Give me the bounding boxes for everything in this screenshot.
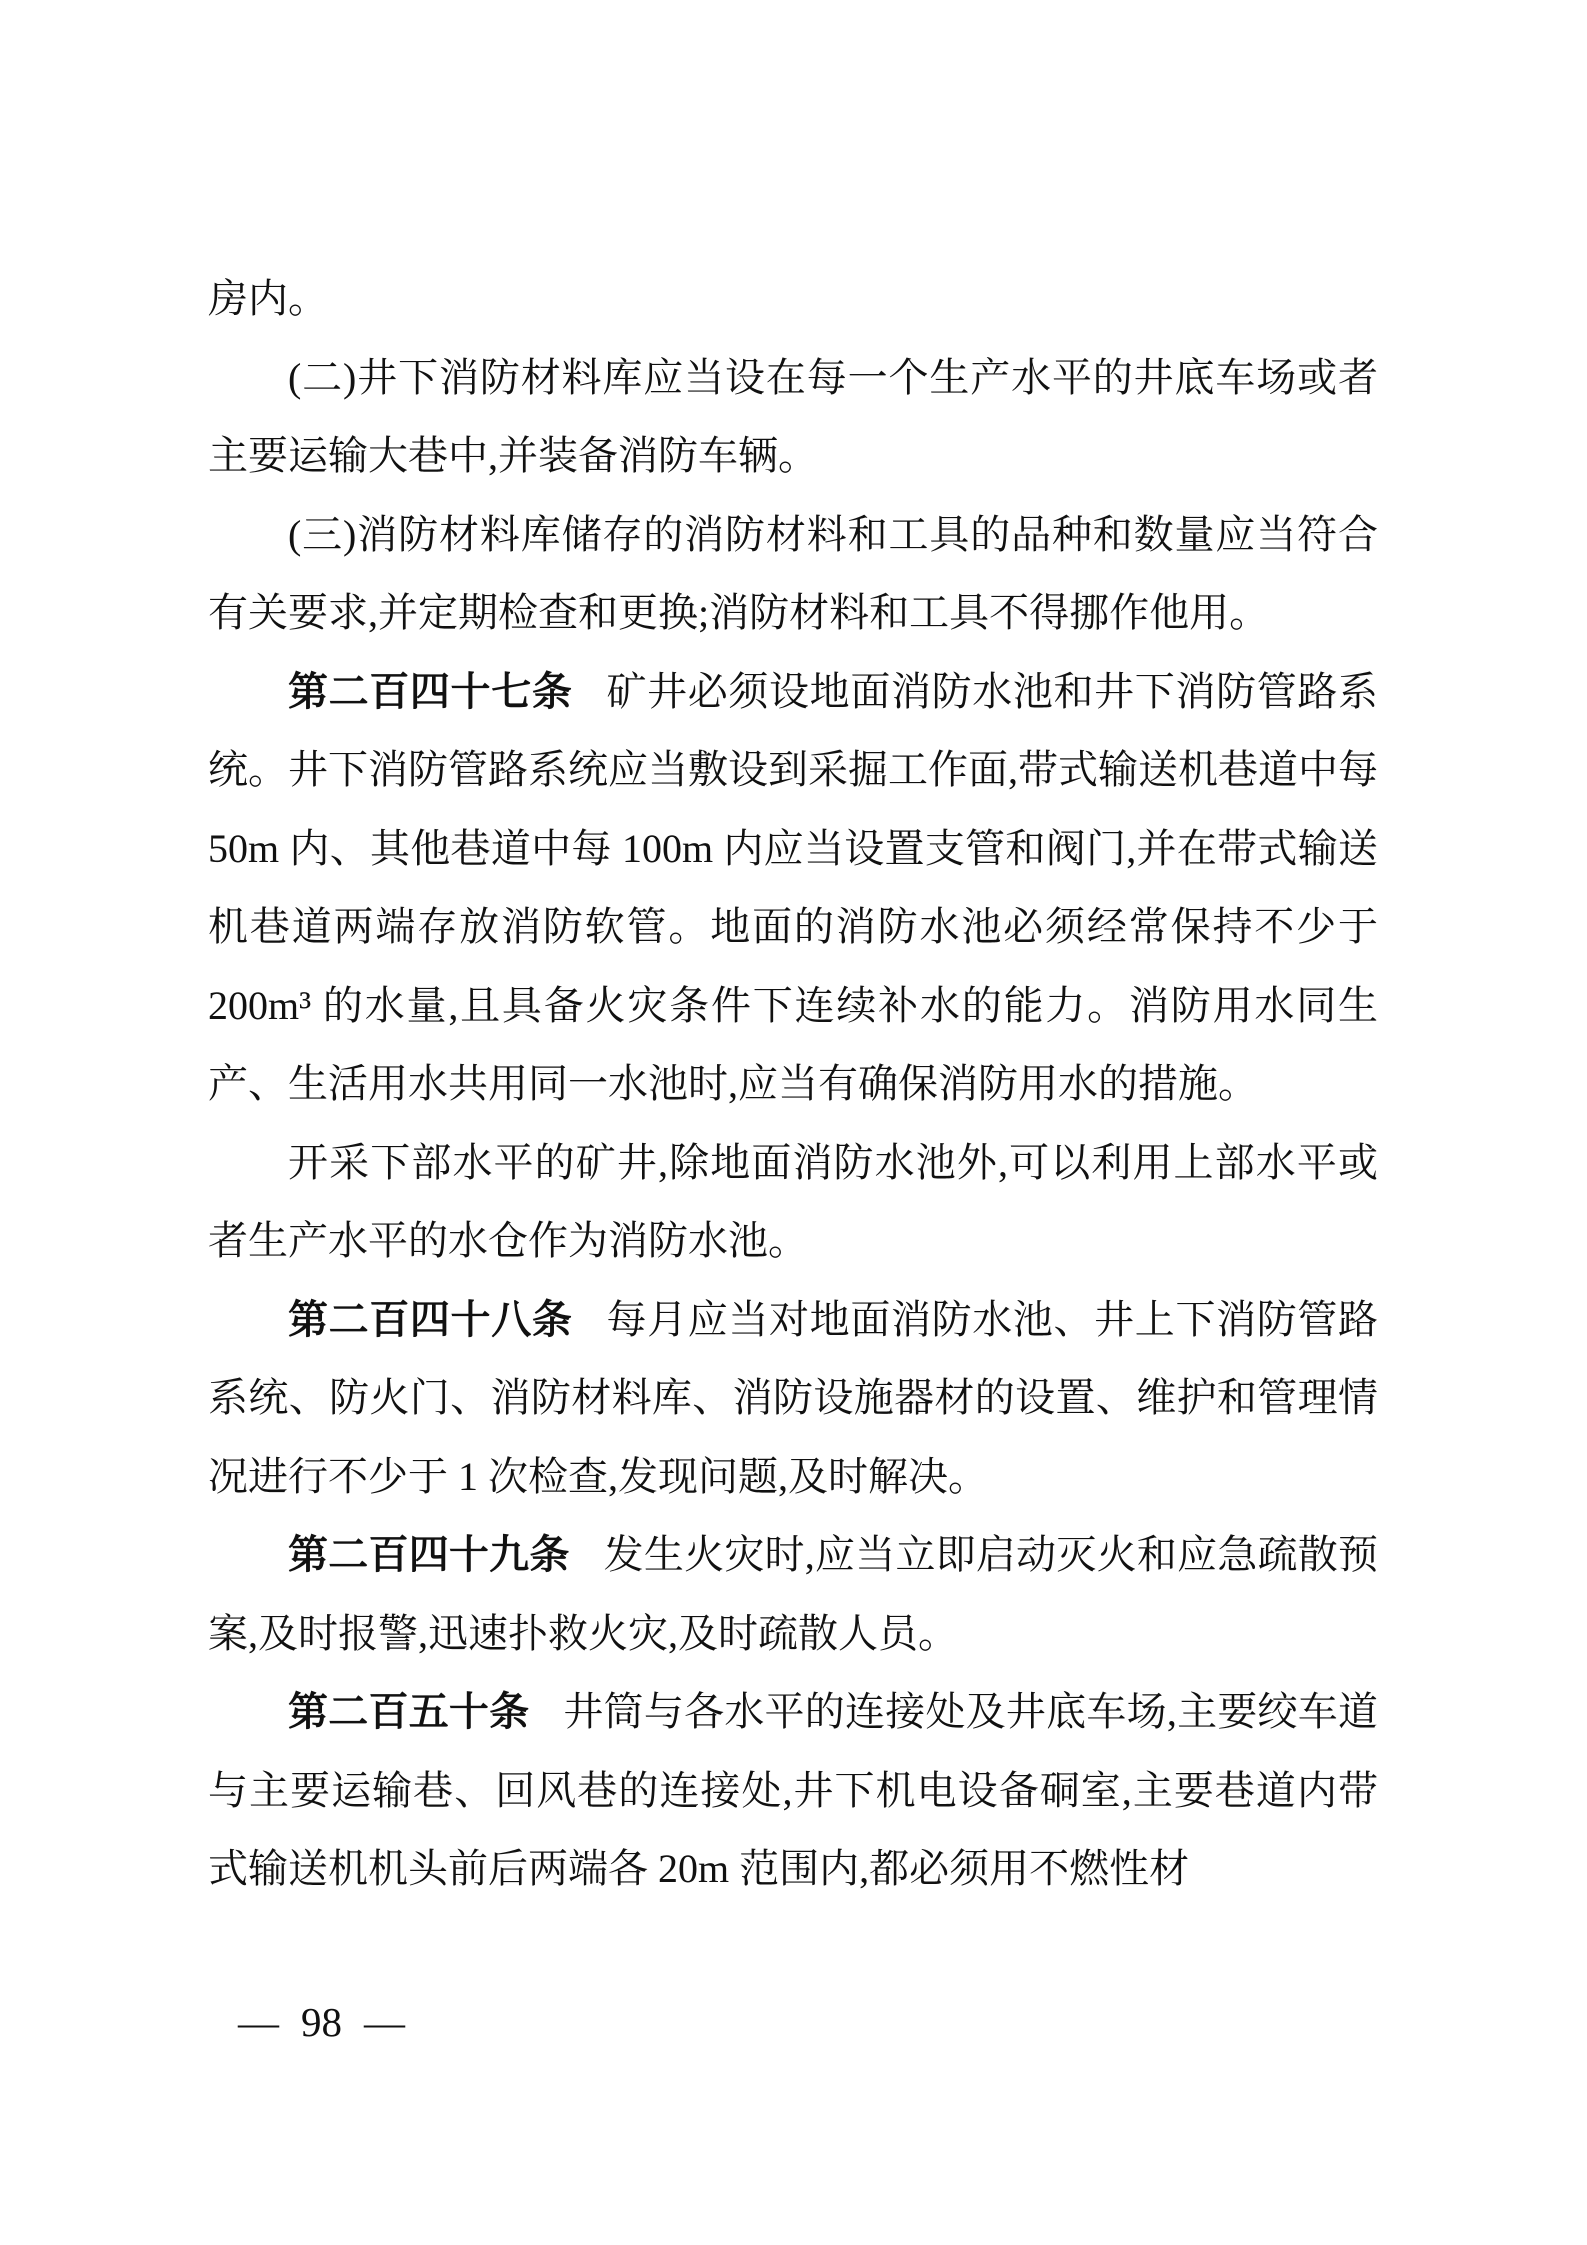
paragraph-item-2 [208, 339, 1378, 496]
paragraph-text: 矿井必须设地面消防水池和井下消防管路系统。井下消防管路系统应当敷设到采掘工作面,带式输送机巷道中每 50m 内、其他巷道中每 100m 内应当设置支管和阀门,并在带式输送机巷道两端存放消防软管。地面的消防水池必须经常保持不少于 200m³ 的水量,且具备火灾条件下连续补水的能力。消防用水同生产、生活用水共用同一水池时,应当有确保消防用水的措施。 [208, 668, 1379, 1106]
article-heading-250: 第二百五十条 [288, 1690, 530, 1734]
paragraph-article-250 [208, 1673, 1378, 1909]
paragraph-continuation [208, 260, 1378, 339]
paragraph-text: 开采下部水平的矿井,除地面消防水池外,可以利用上部水平或者生产水平的水仓作为消防水池。 [208, 1139, 1378, 1263]
paragraph-article-249 [208, 1516, 1378, 1673]
article-heading-247: 第二百四十七条 [288, 669, 573, 714]
paragraph-item-3 [208, 496, 1378, 653]
paragraph-text: 房内。 [208, 276, 328, 321]
paragraph-text: 发生火灾时,应当立即启动灭火和应急疏散预案,及时报警,迅速扑救火灾,及时疏散人员。 [208, 1532, 1379, 1656]
article-heading-249: 第二百四十九条 [288, 1533, 570, 1577]
page-footer [238, 2000, 405, 2044]
paragraph-article-248 [208, 1281, 1378, 1517]
paragraph-article-247-sub [208, 1124, 1378, 1281]
footer-dash-right: — [364, 1999, 405, 2045]
paragraph-text: 井筒与各水平的连接处及井底车场,主要绞车道与主要运输巷、回风巷的连接处,井下机电设备硐室,主要巷道内带式输送机机头前后两端各 20m 范围内,都必须用不燃性材 [208, 1689, 1379, 1891]
paragraph-text: (二)井下消防材料库应当设在每一个生产水平的井底车场或者主要运输大巷中,并装备消防车辆。 [208, 354, 1378, 478]
page-body [208, 260, 1378, 1909]
page-number: 98 [301, 1999, 342, 2045]
paragraph-text: (三)消防材料库储存的消防材料和工具的品种和数量应当符合有关要求,并定期检查和更换;消防材料和工具不得挪作他用。 [208, 511, 1378, 635]
paragraph-text: 每月应当对地面消防水池、井上下消防管路系统、防火门、消防材料库、消防设施器材的设置、维护和管理情况进行不少于 1 次检查,发现问题,及时解决。 [208, 1296, 1379, 1499]
paragraph-article-247 [208, 653, 1378, 1124]
article-heading-248: 第二百四十八条 [288, 1297, 573, 1342]
footer-dash-left: — [238, 1999, 279, 2045]
